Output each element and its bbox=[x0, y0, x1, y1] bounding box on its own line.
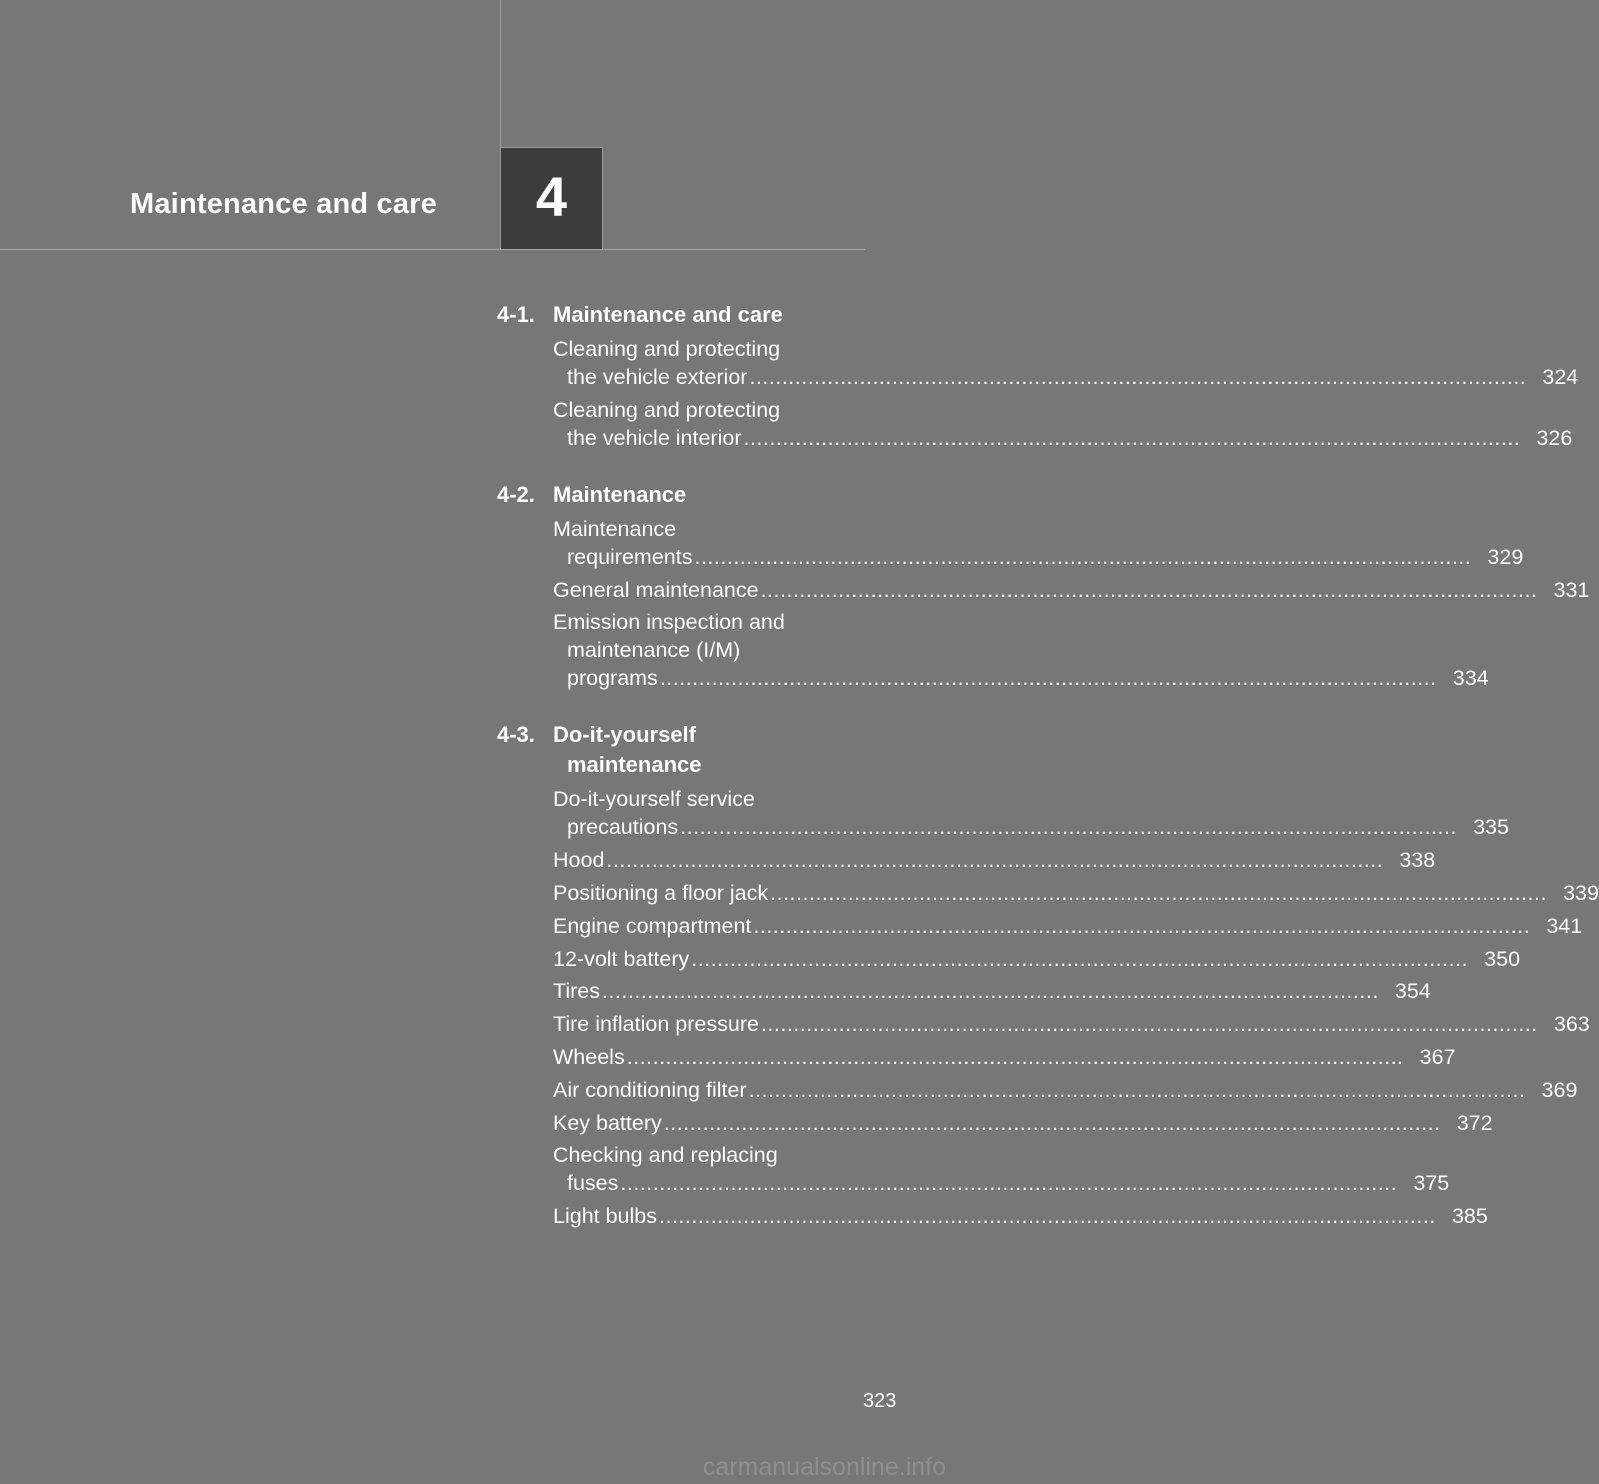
entry-line bbox=[553, 813, 1509, 841]
section-number: 4-3. bbox=[497, 722, 535, 748]
section-number: 4-2. bbox=[497, 481, 535, 507]
entry-line bbox=[553, 1109, 1493, 1137]
table-of-contents bbox=[497, 300, 1599, 1258]
toc-entry[interactable] bbox=[553, 977, 1431, 1005]
section-title-line: maintenance bbox=[567, 752, 702, 778]
entry-line bbox=[553, 1076, 1578, 1104]
entry-page-number: 354 bbox=[1394, 979, 1431, 1004]
entry-text: Tires bbox=[553, 979, 600, 1004]
toc-entry[interactable] bbox=[553, 879, 1599, 907]
entry-text: Light bulbs bbox=[553, 1204, 657, 1229]
toc-entry[interactable] bbox=[553, 1141, 1450, 1197]
entry-page-number: 329 bbox=[1487, 544, 1524, 569]
entry-text: Tire inflation pressure bbox=[553, 1012, 759, 1037]
section-title bbox=[553, 300, 869, 330]
entry-line bbox=[553, 335, 869, 363]
dot-leader: ........................................................................................................................ bbox=[748, 1077, 1526, 1102]
entry-page-number: 350 bbox=[1484, 946, 1521, 971]
entry-text: the vehicle interior bbox=[567, 425, 742, 450]
entry-text: Cleaning and protecting bbox=[553, 337, 781, 361]
entry-page-number: 339 bbox=[1563, 880, 1599, 905]
dot-leader: ........................................................................................................................ bbox=[680, 815, 1457, 840]
entry-text: Cleaning and protecting bbox=[553, 397, 781, 422]
entry-line bbox=[553, 1169, 1450, 1197]
entry-text: Checking and replacing bbox=[553, 1143, 778, 1168]
toc-entry[interactable] bbox=[553, 945, 1521, 973]
toc-entry[interactable] bbox=[553, 608, 1489, 692]
dot-leader: ........................................................................................................................ bbox=[606, 848, 1384, 873]
entry-page-number: 338 bbox=[1399, 848, 1436, 873]
entry-page-number: 335 bbox=[1473, 815, 1509, 840]
chapter-number: 4 bbox=[535, 164, 568, 228]
toc-entry[interactable] bbox=[553, 912, 1583, 940]
dot-leader: ........................................................................................................................ bbox=[620, 1171, 1398, 1196]
entry-line bbox=[553, 1141, 869, 1169]
chapter-number-box bbox=[501, 147, 603, 249]
toc-entry[interactable] bbox=[553, 1202, 1488, 1230]
section-heading[interactable] bbox=[497, 480, 869, 510]
entry-text: Wheels bbox=[553, 1044, 625, 1069]
entry-text: fuses bbox=[567, 1171, 619, 1196]
entry-line bbox=[553, 912, 1583, 940]
entry-text: Key battery bbox=[553, 1110, 662, 1135]
entry-page-number: 367 bbox=[1419, 1044, 1456, 1069]
entry-page-number: 385 bbox=[1451, 1204, 1488, 1229]
entry-line bbox=[553, 785, 869, 813]
entry-line bbox=[553, 608, 869, 636]
entry-line bbox=[553, 396, 869, 424]
entry-text: Do-it-yourself service bbox=[553, 787, 755, 812]
toc-entry[interactable] bbox=[553, 515, 1524, 571]
entry-line bbox=[553, 636, 869, 664]
entry-line bbox=[553, 424, 1573, 452]
entry-line bbox=[553, 879, 1599, 907]
entry-text: precautions bbox=[567, 815, 679, 840]
section-title bbox=[553, 480, 869, 510]
dot-leader: ........................................................................................................................ bbox=[663, 1110, 1441, 1135]
entry-text: General maintenance bbox=[553, 577, 759, 602]
entry-line bbox=[553, 1010, 1590, 1038]
entry-line bbox=[553, 1043, 1456, 1071]
page-number: 323 bbox=[863, 1390, 897, 1412]
dot-leader: ........................................................................................................................ bbox=[694, 544, 1472, 569]
entry-text: Positioning a floor jack bbox=[553, 880, 769, 905]
toc-entry[interactable] bbox=[553, 785, 1509, 841]
entry-page-number: 326 bbox=[1536, 425, 1573, 450]
dot-leader: ........................................................................................................................ bbox=[760, 1012, 1538, 1037]
entry-text: requirements bbox=[567, 544, 693, 569]
entry-line bbox=[553, 515, 869, 543]
entry-page-number: 372 bbox=[1456, 1110, 1493, 1135]
dot-leader: ........................................................................................................................ bbox=[659, 1204, 1436, 1229]
dot-leader: ........................................................................................................................ bbox=[760, 577, 1538, 602]
chapter-title: Maintenance and care bbox=[130, 188, 437, 220]
section-heading[interactable] bbox=[497, 300, 869, 330]
section-title-line: Do-it-yourself bbox=[553, 722, 696, 748]
dot-leader: ........................................................................................................................ bbox=[691, 946, 1469, 971]
entry-text: programs bbox=[567, 666, 658, 691]
entry-line bbox=[553, 664, 1489, 692]
section-heading[interactable] bbox=[497, 720, 869, 780]
toc-section bbox=[497, 300, 1579, 452]
header-horizontal-rule bbox=[0, 249, 865, 250]
entry-page-number: 341 bbox=[1546, 913, 1583, 938]
entry-page-number: 363 bbox=[1553, 1012, 1590, 1037]
entry-line bbox=[553, 846, 1436, 874]
entry-line bbox=[553, 576, 1590, 604]
toc-section bbox=[497, 720, 1599, 1230]
entry-line bbox=[553, 977, 1431, 1005]
entry-line bbox=[553, 363, 1579, 391]
toc-entry[interactable] bbox=[553, 1076, 1578, 1104]
dot-leader: ........................................................................................................................ bbox=[601, 979, 1379, 1004]
toc-entry[interactable] bbox=[553, 846, 1436, 874]
section-title-line: Maintenance bbox=[553, 481, 687, 507]
entry-text: Hood bbox=[553, 848, 605, 873]
entry-text: the vehicle exterior bbox=[567, 365, 748, 389]
toc-entry[interactable] bbox=[553, 576, 1590, 604]
toc-entry[interactable] bbox=[553, 1109, 1493, 1137]
entry-line bbox=[553, 945, 1521, 973]
toc-entry[interactable] bbox=[553, 1043, 1456, 1071]
entry-text: Engine compartment bbox=[553, 913, 752, 938]
entry-page-number: 324 bbox=[1542, 365, 1579, 389]
toc-section bbox=[497, 480, 1590, 693]
section-title-line: Maintenance and care bbox=[553, 302, 783, 327]
entry-line bbox=[553, 543, 1524, 571]
entry-line bbox=[553, 1202, 1488, 1230]
entry-text: maintenance (I/M) bbox=[567, 638, 741, 663]
watermark: carmanualsonline.info bbox=[702, 1453, 946, 1481]
dot-leader: ........................................................................................................................ bbox=[749, 365, 1527, 389]
dot-leader: ........................................................................................................................ bbox=[743, 425, 1521, 450]
entry-text: Emission inspection and bbox=[553, 610, 785, 635]
section-title bbox=[553, 720, 869, 780]
dot-leader: ........................................................................................................................ bbox=[753, 913, 1531, 938]
entry-page-number: 334 bbox=[1452, 666, 1489, 691]
dot-leader: ........................................................................................................................ bbox=[770, 880, 1547, 905]
entry-text: 12-volt battery bbox=[553, 946, 690, 971]
entry-page-number: 369 bbox=[1541, 1077, 1578, 1102]
entry-text: Maintenance bbox=[553, 516, 677, 541]
dot-leader: ........................................................................................................................ bbox=[659, 666, 1437, 691]
entry-page-number: 331 bbox=[1553, 577, 1590, 602]
toc-entry[interactable] bbox=[553, 1010, 1590, 1038]
section-number: 4-1. bbox=[497, 302, 535, 327]
toc-entry[interactable] bbox=[553, 396, 1573, 452]
toc-entry[interactable] bbox=[553, 335, 1579, 391]
dot-leader: ........................................................................................................................ bbox=[626, 1044, 1404, 1069]
entry-page-number: 375 bbox=[1413, 1171, 1450, 1196]
entry-text: Air conditioning filter bbox=[553, 1077, 747, 1102]
